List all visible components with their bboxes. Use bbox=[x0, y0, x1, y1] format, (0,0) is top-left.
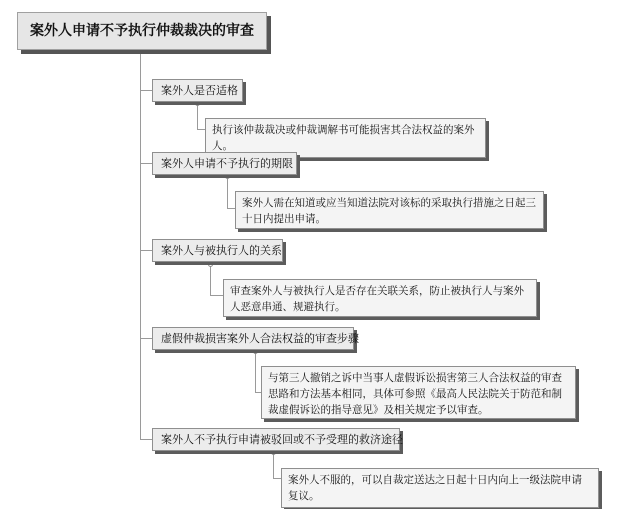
main-connector bbox=[140, 50, 141, 439]
connector-h-2 bbox=[140, 163, 152, 164]
sub-connector-h-2 bbox=[227, 208, 235, 209]
connector-h-1 bbox=[140, 90, 152, 91]
connector-h-3 bbox=[140, 250, 152, 251]
topic-eligibility[interactable]: 案外人是否适格 bbox=[152, 79, 243, 102]
topic-review-steps[interactable]: 虚假仲裁损害案外人合法权益的审查步骤 bbox=[152, 327, 354, 350]
expand-dot-3[interactable] bbox=[208, 262, 213, 267]
topic-remedy[interactable]: 案外人不予执行申请被驳回或不予受理的救济途径 bbox=[152, 428, 400, 451]
topic-relationship[interactable]: 案外人与被执行人的关系 bbox=[152, 239, 283, 262]
detail-relationship[interactable]: 审查案外人与被执行人是否存在关联关系，防止被执行人与案外人恶意串通、规避执行。 bbox=[223, 279, 537, 317]
sub-connector-h-1 bbox=[197, 129, 205, 130]
detail-deadline[interactable]: 案外人需在知道或应当知道法院对该标的采取执行措施之日起三十日内提出申请。 bbox=[235, 191, 544, 229]
topic-deadline[interactable]: 案外人申请不予执行的期限 bbox=[152, 152, 297, 175]
detail-review-steps[interactable]: 与第三人撤销之诉中当事人虚假诉讼损害第三人合法权益的审查思路和方法基本相同，具体可参照《最高人民法院关于防范和制裁虚假诉讼的指导意见》及相关规定予以审查。 bbox=[261, 366, 576, 419]
sub-connector-5 bbox=[273, 453, 274, 478]
connector-h-5 bbox=[140, 439, 152, 440]
sub-connector-1 bbox=[197, 104, 198, 129]
sub-connector-3 bbox=[210, 265, 211, 295]
sub-connector-4 bbox=[255, 352, 256, 392]
detail-remedy[interactable]: 案外人不服的，可以自裁定送达之日起十日内向上一级法院申请复议。 bbox=[281, 468, 599, 508]
sub-connector-h-3 bbox=[210, 295, 223, 296]
connector-h-4 bbox=[140, 338, 152, 339]
sub-connector-h-5 bbox=[273, 478, 281, 479]
root-topic[interactable]: 案外人申请不予执行仲裁裁决的审查 bbox=[17, 12, 267, 50]
sub-connector-2 bbox=[227, 177, 228, 208]
detail-eligibility[interactable]: 执行该仲裁裁决或仲裁调解书可能损害其合法权益的案外人。 bbox=[205, 118, 486, 158]
